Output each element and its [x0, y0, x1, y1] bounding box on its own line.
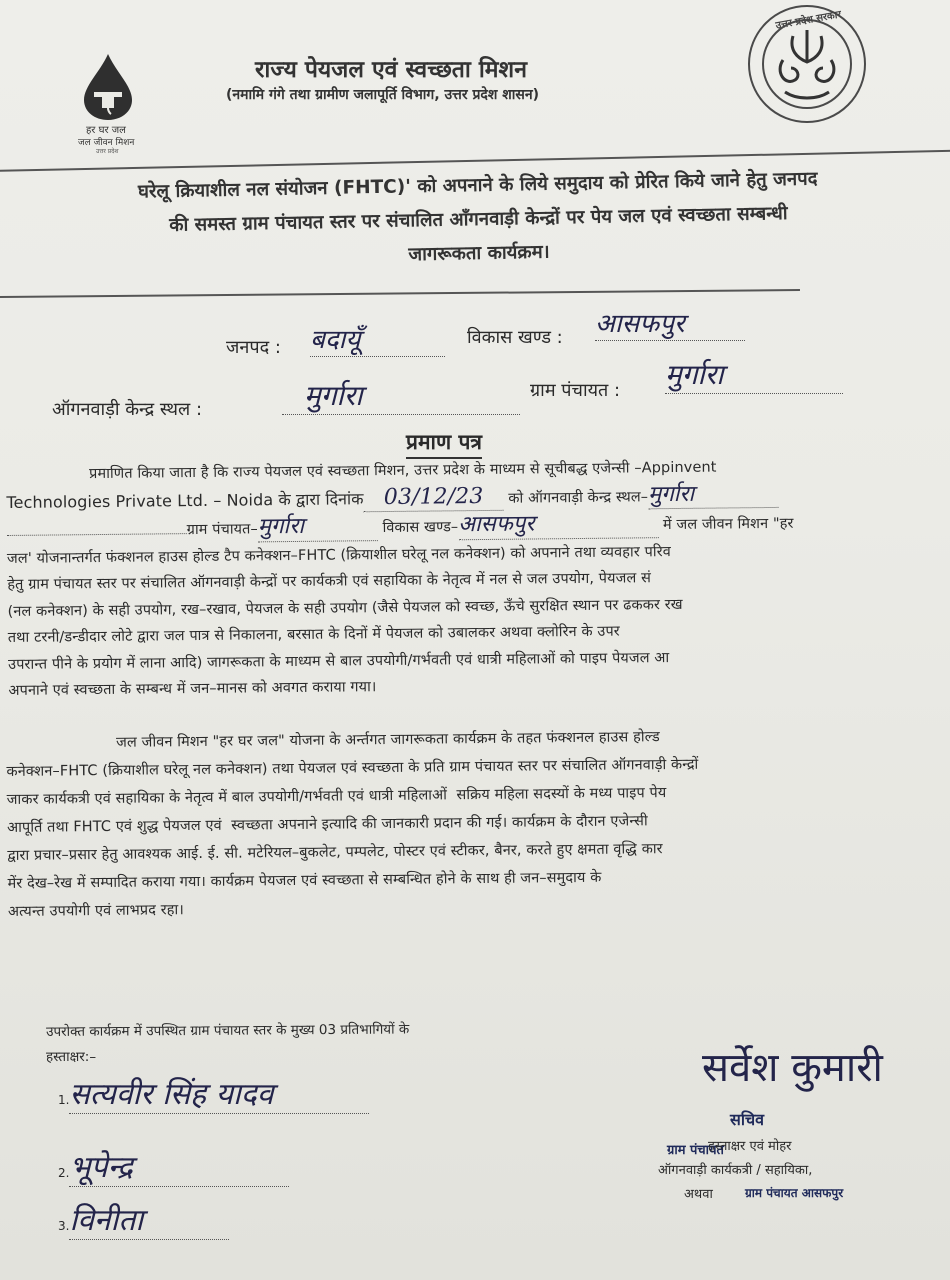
panchayat-value: मुर्गारा [665, 355, 843, 394]
para1-line3-text-c: में जल जीवन मिशन "हर [662, 515, 794, 534]
participant-signature: विनीता [69, 1198, 229, 1240]
para1-line2-text-a: Technologies Private Ltd. – Noida के द्वारा दिनांक [6, 488, 364, 512]
participant-signature: सत्यवीर सिंह यादव [69, 1072, 369, 1114]
para2-line5: द्वारा प्रचार–प्रसार हेतु आवश्यक आई. ई. सी. मटेरियल–बुकलेट, पम्पलेट, पोस्टर एवं स्टीकर, बैनर, करते हुए क्षमता वृद्धि कार [7, 841, 663, 864]
program-heading [10, 160, 947, 280]
para1-line3-text-a: ग्राम पंचायत– [186, 521, 258, 539]
para1-line1-text: प्रमाणित किया जाता है कि राज्य पेयजल एवं स्वच्छता मिशन, उत्तर प्रदेश के माध्यम से सूचीबद्ध एजेन्सी –Appinvent [89, 459, 717, 483]
page-title: राज्य पेयजल एवं स्वच्छता मिशन [255, 57, 527, 83]
seal-line2: ग्राम पंचायत [667, 1143, 724, 1158]
participant-row [58, 1198, 229, 1240]
har-ghar-jal-logo [72, 52, 154, 155]
signatory-label-2: ऑगनवाड़ी कार्यकत्री / सहायिका, [658, 1163, 813, 1178]
program-divider [0, 289, 800, 297]
para1-line4: जल' योजनान्तर्गत फंक्शनल हाउस होल्ड टैप कनेक्शन–FHTC (क्रियाशील घरेलू नल कनेक्शन) को अपनाने तथा व्यवहार परिव [6, 543, 671, 567]
para1-panchayat-value: मुर्गारा [258, 513, 378, 542]
program-line1: घरेलू क्रियाशील नल संयोजन (FHTC)' को अपनाने के लिये समुदाय को प्रेरित किये जाने हेतु जनपद [137, 168, 818, 203]
para1-line3-text-b: विकास खण्ड– [382, 519, 459, 537]
seal-line1: सचिव [730, 1110, 765, 1129]
logo-line3: उत्तर प्रदेश [96, 148, 119, 155]
seal-text: उत्तर प्रदेश सरकार [774, 9, 843, 32]
up-government-seal [745, 2, 870, 127]
district-value: बदायूँ [310, 320, 445, 357]
signatory-label-1: हस्ताक्षर एवं मोहर [708, 1139, 792, 1154]
para1-line2-text-b: को ऑगनवाड़ी केन्द्र स्थल– [508, 488, 649, 507]
block-label: विकास खण्ड : [467, 327, 563, 348]
program-line2: की समस्त ग्राम पंचायत स्तर पर संचालित ऑंगनवाड़ी केन्द्रों पर पेय जल एवं स्वच्छता सम्बन्धी [169, 203, 788, 236]
participant-signature: भूपेन्द्र [69, 1145, 289, 1187]
certificate-title: प्रमाण पत्र [406, 428, 482, 459]
para1-line9: अपनाने एवं स्वच्छता के सम्बन्ध में जन–मानस को अवगत कराया गया। [8, 679, 377, 699]
program-line3: जागरूकता कार्यक्रम। [408, 241, 550, 266]
page-subtitle: (नमामि गंगे तथा ग्रामीण जलापूर्ति विभाग, उत्तर प्रदेश शासन) [226, 87, 540, 103]
center-label: ऑगनवाड़ी केन्द्र स्थल : [52, 399, 203, 420]
para1-line7: तथा टरनी/डन्डीदार लोटे द्वारा जल पात्र से निकालना, बरसात के दिनों में पेयजल को उबालकर अथवा क्लोरिन के उपर [7, 623, 620, 646]
water-drop-icon [78, 52, 138, 122]
block-value: आसफपुर [595, 304, 745, 341]
para2-line7: अत्यन्त उपयोगी एवं लाभप्रद रहा। [7, 902, 185, 920]
signatory-signature: सर्वेश कुमारी [702, 1045, 883, 1091]
participant-row [58, 1145, 289, 1187]
participant-row [58, 1072, 369, 1114]
participant-number: 3. [58, 1219, 70, 1233]
para2-line3: जाकर कार्यकत्री एवं सहायिका के नेतृत्व में बाल उपयोगी/गर्भवती एवं धात्री महिलाओं सक्रिय महिला सदस्यों के मध्य पाइप पेय [6, 785, 667, 808]
para1-line8: उपरान्त पीने के प्रयोग में लाना आदि) जागरूकता के माध्यम से बाल उपयोगी/गर्भवती एवं धात्री महिलाओं को पाइप पेयजल आ [8, 649, 670, 673]
center-value: मुर्गारा [282, 376, 520, 415]
para2-line1: जल जीवन मिशन "हर घर जल" योजना के अर्न्तगत जागरूकता कार्यक्रम के तहत फंक्शनल हाउस होल्ड [116, 729, 660, 751]
signatory-label-3: अथवा [684, 1187, 713, 1202]
event-date: 03/12/23 [363, 483, 503, 512]
logo-line1: हर घर जल [86, 125, 126, 136]
para2-line4: आपूर्ति तथा FHTC एवं शुद्ध पेयजल एवं स्वच्छता अपनाने इत्यादि की जानकारी प्रदान की गई। कार्यक्रम के दौरान एजेन्सी [6, 813, 648, 836]
para1-center-value: मुर्गारा [648, 480, 778, 509]
participant-number: 1. [58, 1093, 70, 1107]
para1-line5: हेतु ग्राम पंचायत स्तर पर संचालित ऑगनवाड़ी केन्द्रों पर कार्यकत्री एवं सहायिका के नेतृत्व में नल से जल उपयोग, पेयजल सं [7, 570, 652, 593]
participants-sign-label: हस्ताक्षर:– [46, 1049, 97, 1065]
participants-intro: उपरोक्त कार्यक्रम में उपस्थित ग्राम पंचायत स्तर के मुख्य 03 प्रतिभागियों के [46, 1021, 410, 1040]
paragraph-2 [6, 720, 948, 926]
seal-line3: ग्राम पंचायत आसफपुर [745, 1186, 844, 1200]
logo-line2: जल जीवन मिशन [78, 138, 135, 148]
para2-line6: मेंर देख–रेख में सम्पादित कराया गया। कार्यक्रम पेयजल एवं स्वच्छता से सम्बन्धित होने के साथ ही जन–समुदाय के [7, 869, 602, 892]
paragraph-1 [6, 452, 948, 704]
para1-line6: (नल कनेक्शन) के सही उपयोग, रख–रखाव, पेयजल के सही उपयोग (जैसे पेयजल को स्वच्छ, ऊँचे सुरक्षित स्थान पर ढककर रख [7, 596, 683, 620]
participant-number: 2. [58, 1166, 70, 1180]
para2-line2: कनेक्शन–FHTC (क्रियाशील घरेलू नल कनेक्शन) तथा पेयजल एवं स्वच्छता के प्रति ग्राम पंचायत स्तर पर संचालित ऑगनवाड़ी केन्द्रों [6, 756, 699, 780]
para1-block-value: आसफपुर [458, 510, 658, 540]
para1-blank [7, 533, 187, 536]
district-label: जनपद : [226, 337, 281, 358]
panchayat-label: ग्राम पंचायत : [530, 380, 621, 401]
